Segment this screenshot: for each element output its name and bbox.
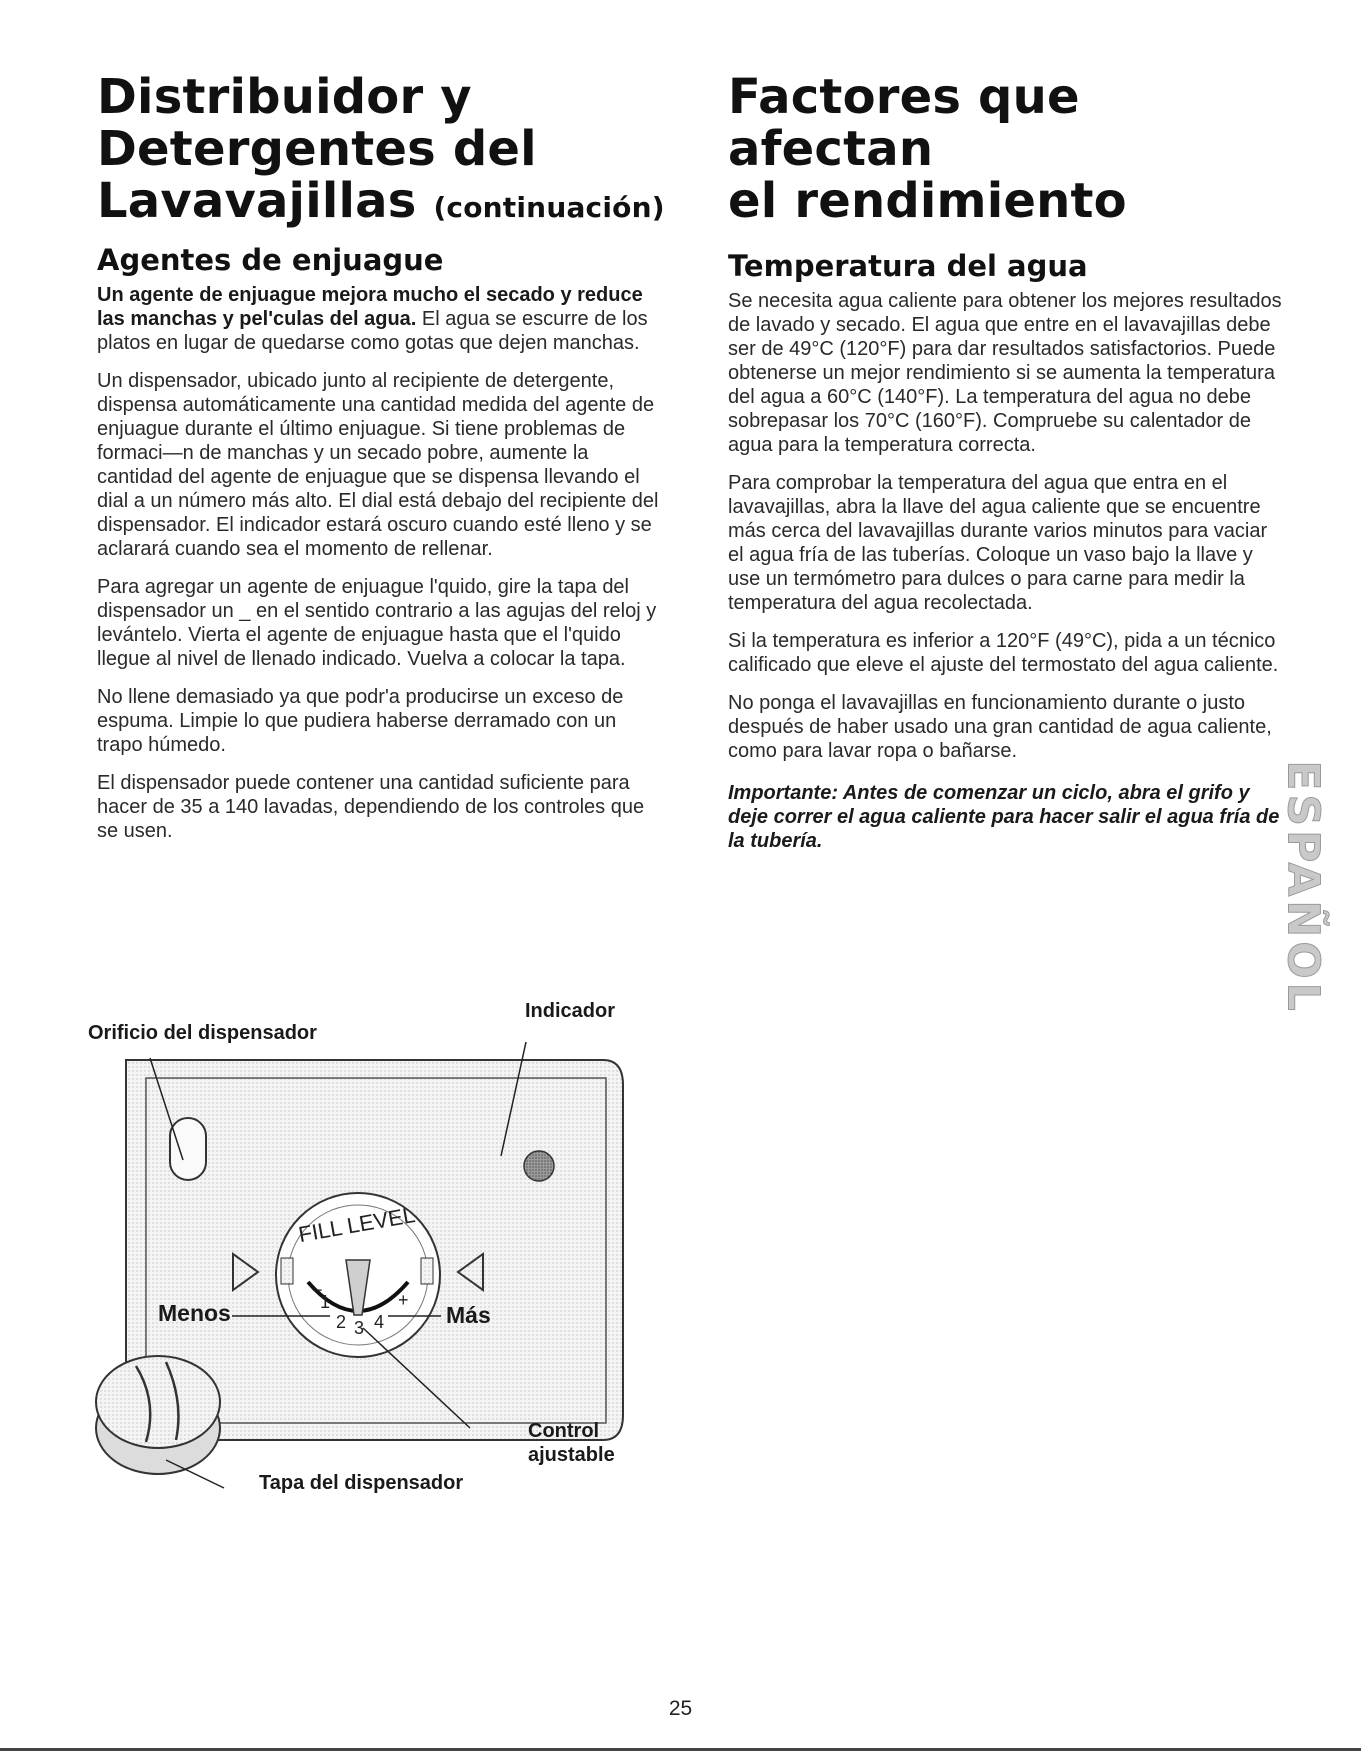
right-title-line-1: Factores que afectan <box>728 69 1080 177</box>
page-number: 25 <box>668 1697 693 1720</box>
dial-left-tab <box>281 1258 293 1284</box>
label-less: Menos <box>158 1300 231 1326</box>
rinse-intro-paragraph <box>97 283 667 355</box>
left-title-continuation: (continuación) <box>433 190 665 224</box>
water-temperature-heading: Temperatura del agua <box>728 249 1088 284</box>
capacity-paragraph: El dispensador puede contener una cantidad suficiente para hacer de 35 a 140 lavadas, dependiendo de los controles que se usen. <box>97 772 645 843</box>
language-side-tab <box>1277 752 1329 1022</box>
indicator-shape <box>524 1151 554 1181</box>
right-title-line-2: el rendimiento <box>728 172 1127 229</box>
dial-minus-sign: − <box>312 1280 323 1300</box>
label-control-line-2: ajustable <box>528 1444 615 1466</box>
left-title <box>97 69 667 229</box>
right-title <box>728 69 1288 229</box>
dial-number-3: 3 <box>354 1318 365 1338</box>
temperature-paragraph: Se necesita agua caliente para obtener los mejores resultados de lavado y secado. El agua que entre en el lavavajillas debe ser de 49°C (120°F) para dar resultados satisfactorios. Puede obtenerse un mejor rendimiento si se aumenta la temperatura del agua a 60°C (140°F). La temperatura del agua no debe sobrepasar los 70°C (160°F). Compruebe su calentador de agua para la temperatura correcta. <box>728 290 1282 457</box>
rinse-lead-text: Un agente de enjuague mejora mucho el secado y reduce las manchas y pel'culas del agua. <box>97 284 643 331</box>
left-title-line-2: Detergentes del <box>97 120 537 177</box>
hot-water-usage-paragraph: No ponga el lavavajillas en funcionamiento durante o justo después de haber usado una gran cantidad de agua caliente, como para lavar ropa o bañarse. <box>728 692 1272 763</box>
right-column <box>728 69 1288 867</box>
dial-number-1: 1 <box>320 1292 331 1312</box>
label-dispenser-opening: Orificio del dispensador <box>88 1022 317 1044</box>
rinse-agents-heading: Agentes de enjuague <box>97 243 444 278</box>
dial-number-4: 4 <box>374 1312 385 1332</box>
dial-number-2: 2 <box>336 1312 347 1332</box>
dispenser-opening-shape <box>170 1118 206 1180</box>
overfill-paragraph: No llene demasiado ya que podr'a producirse un exceso de espuma. Limpie lo que pudiera haberse derramado con un trapo húmedo. <box>97 686 624 757</box>
left-title-line-3: Lavavajillas <box>97 172 417 229</box>
bottom-rule <box>0 1748 1361 1751</box>
dispenser-cap-top <box>96 1356 220 1448</box>
dispenser-diagram <box>88 1000 648 1540</box>
dispenser-paragraph: Un dispensador, ubicado junto al recipiente de detergente, dispensa automáticamente una cantidad medida del agente de enjuague durante el último enjuague. Si tiene problemas de formaci—n de manchas y un secado pobre, aumente la cantidad del agente de enjuague que se dispensa llevando el dial a un número más alto. El dial está debajo del recipiente del dispensador. El indicador estará oscuro cuando esté lleno y se aclarará cuando sea el momento de rellenar. <box>97 370 659 561</box>
language-side-tab-text: ESPAÑOL <box>1277 759 1329 1015</box>
add-rinse-paragraph: Para agregar un agente de enjuague l'quido, gire la tapa del dispensador un _ en el sentido contrario a las agujas del reloj y levántelo. Vierta el agente de enjuague hasta que el l'quido llegue al nivel de llenado indicado. Vuelva a colocar la tapa. <box>97 576 657 671</box>
dial-right-tab <box>421 1258 433 1284</box>
label-control-line-1: Control <box>528 1420 600 1442</box>
left-column <box>97 69 667 857</box>
important-note: Importante: Antes de comenzar un ciclo, abra el grifo y deje correr el agua caliente para hacer salir el agua fría de la tubería. <box>728 782 1280 853</box>
dial-plus-sign: + <box>398 1290 409 1310</box>
dial-fill-level-text: FILL LEVEL <box>296 1202 417 1248</box>
check-temperature-paragraph: Para comprobar la temperatura del agua que entra en el lavavajillas, abra la llave del agua caliente que se encuentre más cerca del lavavajillas durante varios minutos para vaciar el agua fría de las tuberías. Coloque un vaso bajo la llave y use un termómetro para dulces o para carne para medir la temperatura del agua recolectada. <box>728 472 1268 615</box>
thermostat-paragraph: Si la temperatura es inferior a 120°F (49°C), pida a un técnico calificado que eleve el ajuste del termostato del agua caliente. <box>728 630 1279 677</box>
label-more: Más <box>446 1302 491 1328</box>
rinse-lead-rest: El agua se escurre de los platos en lugar de quedarse como gotas que dejen manchas. <box>97 308 648 355</box>
label-dispenser-cap: Tapa del dispensador <box>259 1472 464 1494</box>
label-indicator: Indicador <box>525 1000 616 1022</box>
left-title-line-1: Distribuidor y <box>97 69 472 125</box>
